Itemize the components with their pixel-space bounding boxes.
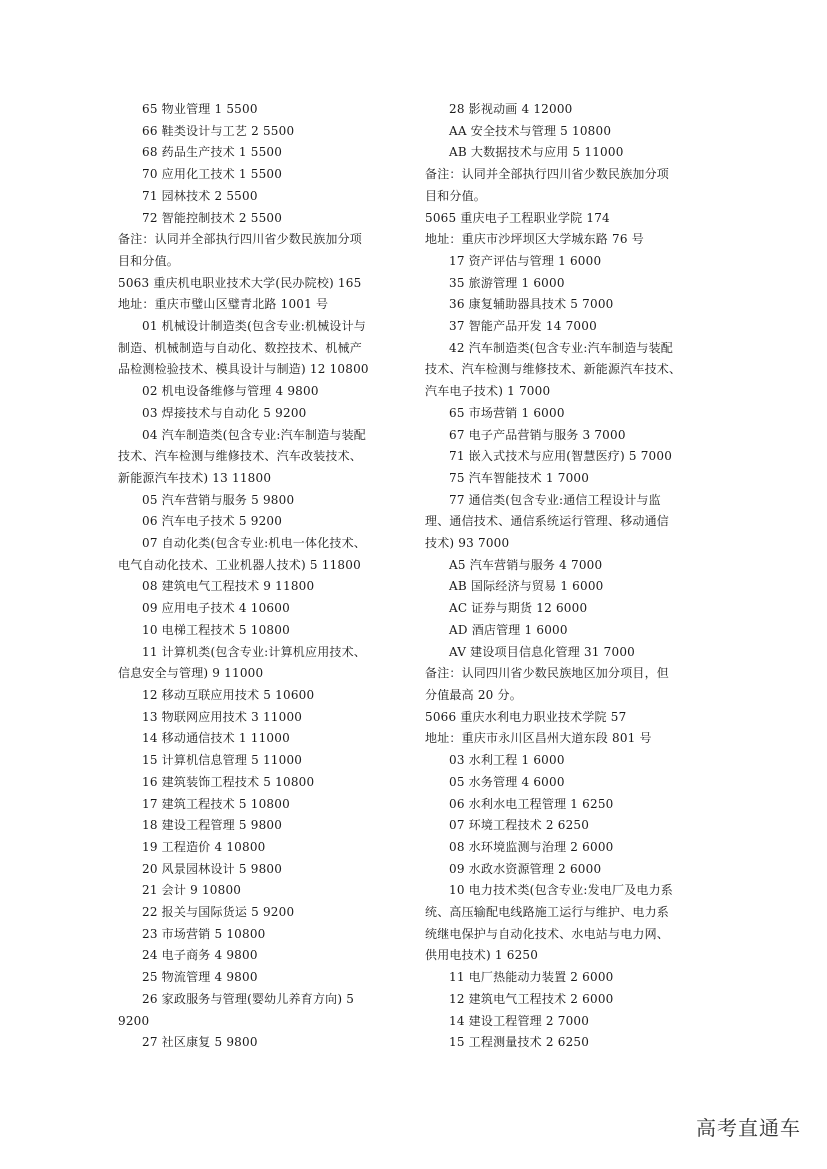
watermark-logo-text: 高考直通车 <box>696 1116 801 1140</box>
text-line: 06 汽车电子技术 5 9200 <box>142 514 283 529</box>
text-line: 03 水利工程 1 6000 <box>449 753 565 768</box>
text-line: 06 水利水电工程管理 1 6250 <box>449 796 614 811</box>
text-line: 统继电保护与自动化技术、水电站与电力网、 <box>425 926 670 941</box>
text-line: 12 移动互联应用技术 5 10600 <box>142 687 315 702</box>
text-line: 08 水环境监测与治理 2 6000 <box>449 839 614 854</box>
text-line: AB 大数据技术与应用 5 11000 <box>449 145 624 160</box>
text-line: 14 建设工程管理 2 7000 <box>449 1013 590 1028</box>
text-line: 技术、汽车检测与维修技术、新能源汽车技术、 <box>425 362 682 377</box>
text-line: 70 应用化工技术 1 5500 <box>142 167 283 182</box>
text-line: 17 建筑工程技术 5 10800 <box>142 796 290 811</box>
text-line: 15 计算机信息管理 5 11000 <box>142 753 303 768</box>
text-line: 71 嵌入式技术与应用(智慧医疗) 5 7000 <box>449 449 673 464</box>
text-line: 汽车电子技术) 1 7000 <box>425 384 551 399</box>
text-line: 10 电梯工程技术 5 10800 <box>142 622 290 637</box>
text-line: 37 智能产品开发 14 7000 <box>449 319 597 334</box>
text-line: 24 电子商务 4 9800 <box>142 948 258 963</box>
text-line: 71 园林技术 2 5500 <box>142 188 258 203</box>
text-line: 供用电技术) 1 6250 <box>425 948 539 963</box>
text-line: 21 会计 9 10800 <box>142 883 242 898</box>
text-line: 75 汽车智能技术 1 7000 <box>449 470 590 485</box>
text-line: 地址：重庆市永川区昌州大道东段 801 号 <box>425 731 652 746</box>
text-line: 5065 重庆电子工程职业学院 174 <box>425 210 610 225</box>
text-line: AV 建设项目信息化管理 31 7000 <box>449 644 635 659</box>
text-line: 备注：认同并全部执行四川省少数民族加分项 <box>118 232 363 247</box>
text-line: 10 电力技术类(包含专业:发电厂及电力系 <box>449 883 674 898</box>
text-line: 23 市场营销 5 10800 <box>142 926 266 941</box>
text-line: 目和分值。 <box>425 188 487 203</box>
text-line: 备注：认同并全部执行四川省少数民族加分项 <box>425 167 670 182</box>
text-line: 制造、机械制造与自动化、数控技术、机械产 <box>118 340 363 355</box>
text-line: 65 物业管理 1 5500 <box>142 102 258 116</box>
text-line: AC 证券与期货 12 6000 <box>449 601 588 616</box>
text-line: 27 社区康复 5 9800 <box>142 1035 258 1050</box>
text-line: 07 环境工程技术 2 6250 <box>449 818 590 833</box>
text-line: 地址：重庆市璧山区璧青北路 1001 号 <box>118 297 329 312</box>
text-line: 新能源汽车技术) 13 11800 <box>118 470 272 485</box>
text-line: 05 水务管理 4 6000 <box>449 774 565 789</box>
text-line: 13 物联网应用技术 3 11000 <box>142 709 303 724</box>
text-line: 11 电厂热能动力装置 2 6000 <box>449 970 614 985</box>
text-line: 72 智能控制技术 2 5500 <box>142 210 283 225</box>
text-line: 77 通信类(包含专业:通信工程设计与监 <box>449 492 661 507</box>
text-line: 地址：重庆市沙坪坝区大学城东路 76 号 <box>425 232 644 247</box>
text-line: 01 机械设计制造类(包含专业:机械设计与 <box>142 319 367 334</box>
text-line: 25 物流管理 4 9800 <box>142 970 258 985</box>
text-line: 26 家政服务与管理(婴幼儿养育方向) 5 <box>142 991 355 1006</box>
text-line: 理、通信技术、通信系统运行管理、移动通信 <box>425 514 670 529</box>
text-line: 20 风景园林设计 5 9800 <box>142 861 283 876</box>
text-line: 15 工程测量技术 2 6250 <box>449 1035 590 1050</box>
text-line: 品检测检验技术、模具设计与制造) 12 10800 <box>118 362 369 377</box>
text-line: 分值最高 20 分。 <box>425 687 522 702</box>
text-line: 66 鞋类设计与工艺 2 5500 <box>142 123 295 138</box>
text-line: 05 汽车营销与服务 5 9800 <box>142 492 295 507</box>
text-line: 11 计算机类(包含专业:计算机应用技术、 <box>142 644 367 659</box>
text-line: 9200 <box>118 1013 150 1028</box>
text-line: 02 机电设备维修与管理 4 9800 <box>142 384 319 399</box>
text-line: 备注：认同四川省少数民族地区加分项目，但 <box>425 666 670 681</box>
text-line: 信息安全与管理) 9 11000 <box>118 666 264 681</box>
text-line: 09 应用电子技术 4 10600 <box>142 601 290 616</box>
text-line: 统、高压输配电线路施工运行与维护、电力系 <box>425 905 670 920</box>
text-line: AB 国际经济与贸易 1 6000 <box>449 579 604 594</box>
text-line: 07 自动化类(包含专业:机电一体化技术、 <box>142 536 367 551</box>
text-line: 5063 重庆机电职业技术大学(民办院校) 165 <box>118 275 362 290</box>
text-line: 19 工程造价 4 10800 <box>142 839 266 854</box>
text-line: 14 移动通信技术 1 11000 <box>142 731 290 746</box>
text-line: 35 旅游管理 1 6000 <box>449 275 565 290</box>
text-line: AA 安全技术与管理 5 10800 <box>449 123 612 138</box>
text-line: 技术) 93 7000 <box>425 536 510 551</box>
text-line: 18 建设工程管理 5 9800 <box>142 818 283 833</box>
text-line: 17 资产评估与管理 1 6000 <box>449 253 602 268</box>
right-column <box>425 99 721 1054</box>
text-line: 36 康复辅助器具技术 5 7000 <box>449 297 614 312</box>
text-line: 08 建筑电气工程技术 9 11800 <box>142 579 315 594</box>
text-line: 电气自动化技术、工业机器人技术) 5 11800 <box>118 557 361 572</box>
text-line: 5066 重庆水利电力职业技术学院 57 <box>425 709 627 724</box>
text-line: 28 影视动画 4 12000 <box>449 102 573 116</box>
text-line: 09 水政水资源管理 2 6000 <box>449 861 602 876</box>
text-line: 67 电子产品营销与服务 3 7000 <box>449 427 626 442</box>
text-line: 22 报关与国际货运 5 9200 <box>142 905 295 920</box>
text-line: 04 汽车制造类(包含专业:汽车制造与装配 <box>142 427 367 442</box>
text-line: 目和分值。 <box>118 253 180 268</box>
text-line: A5 汽车营销与服务 4 7000 <box>449 557 603 572</box>
text-line: 65 市场营销 1 6000 <box>449 405 565 420</box>
text-line: AD 酒店管理 1 6000 <box>449 622 568 637</box>
left-column <box>118 99 414 1054</box>
text-line: 42 汽车制造类(包含专业:汽车制造与装配 <box>449 340 674 355</box>
text-line: 技术、汽车检测与维修技术、汽车改装技术、 <box>118 449 363 464</box>
text-line: 68 药品生产技术 1 5500 <box>142 145 283 160</box>
text-line: 16 建筑装饰工程技术 5 10800 <box>142 774 315 789</box>
text-line: 12 建筑电气工程技术 2 6000 <box>449 991 614 1006</box>
text-line: 03 焊接技术与自动化 5 9200 <box>142 405 307 420</box>
